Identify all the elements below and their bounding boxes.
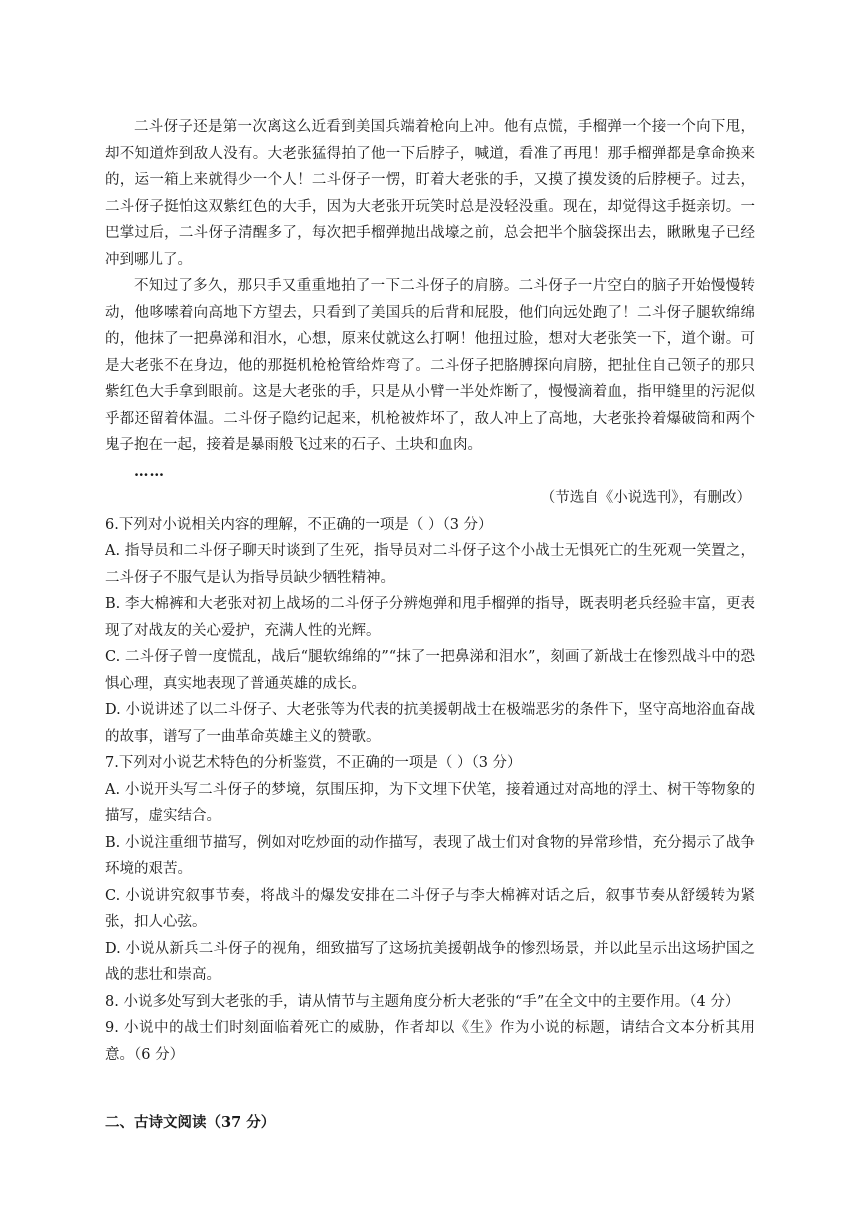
document-body: [105, 114, 755, 1068]
question-9: 9. 小说中的战士们时刻面临着死亡的威胁，作者却以《生》作为小说的标题，请结合文本分析其用意。（6 分）: [105, 1020, 755, 1063]
question-7-option-b: B. 小说注重细节描写，例如对吃炒面的动作描写，表现了战士们对食物的异常珍惜，充分揭示了战争环境的艰苦。: [105, 834, 755, 877]
question-6-option-d: D. 小说讲述了以二斗伢子、大老张等为代表的抗美援朝战士在极端恶劣的条件下，坚守高地浴血奋战的故事，谱写了一曲革命英雄主义的赞歌。: [105, 702, 755, 745]
section-heading: 二、古诗文阅读（37 分）: [105, 1114, 276, 1131]
passage-paragraph-2: 不知过了多久，那只手又重重地拍了一下二斗伢子的肩膀。二斗伢子一片空白的脑子开始慢慢转动，他哆嗦着向高地下方望去，只看到了美国兵的后背和屁股，他们向远处跑了！二斗伢子腿软绵绵的，他抹了一把鼻涕和泪水，心想，原来仗就这么打啊！他扭过脸，想对大老张笑一下，道个谢。可是大老张不在身边，他的那挺机枪枪管给炸弯了。二斗伢子把胳膊探向肩膀，把扯住自己领子的那只紫红色大手拿到眼前。这是大老张的手，只是从小臂一半处炸断了，慢慢滴着血，指甲缝里的污泥似乎都还留着体温。二斗伢子隐约记起来，机枪被炸坏了，敌人冲上了高地，大老张拎着爆破筒和两个鬼子抱在一起，接着是暴雨般飞过来的石子、土块和血肉。: [105, 278, 755, 453]
question-6-option-b: B. 李大棉裤和大老张对初上战场的二斗伢子分辨炮弹和甩手榴弹的指导，既表明老兵经验丰富，更表现了对战友的关心爱护，充满人性的光辉。: [105, 596, 755, 639]
question-8: 8. 小说多处写到大老张的手，请从情节与主题角度分析大老张的“手”在全文中的主要作用。（4 分）: [105, 993, 740, 1010]
question-7-option-a: A. 小说开头写二斗伢子的梦境，氛围压抑，为下文埋下伏笔，接着通过对高地的浮土、树干等物象的描写，虚实结合。: [105, 781, 755, 824]
question-6-option-c: C. 二斗伢子曾一度慌乱，战后“腿软绵绵的”“抹了一把鼻涕和泪水”，刻画了新战士在惨烈战斗中的恐惧心理，真实地表现了普通英雄的成长。: [105, 649, 755, 692]
question-7-option-d: D. 小说从新兵二斗伢子的视角，细致描写了这场抗美援朝战争的惨烈场景，并以此呈示出这场护国之战的悲壮和崇高。: [105, 940, 755, 983]
passage-paragraph-1: 二斗伢子还是第一次离这么近看到美国兵端着枪向上冲。他有点慌，手榴弹一个接一个向下甩，却不知道炸到敌人没有。大老张猛得拍了他一下后脖子，喊道，看准了再甩！那手榴弹都是拿命换来的，运一箱上来就得少一个人！二斗伢子一愣，盯着大老张的手，又摸了摸发烫的后脖梗子。过去，二斗伢子挺怕这双紫红色的大手，因为大老张开玩笑时总是没轻没重。现在，却觉得这手挺亲切。一巴掌过后，二斗伢子清醒多了，每次把手榴弹抛出战壕之前，总会把半个脑袋探出去，瞅瞅鬼子已经冲到哪儿了。: [105, 119, 755, 268]
question-7-option-c: C. 小说讲究叙事节奏，将战斗的爆发安排在二斗伢子与李大棉裤对话之后，叙事节奏从舒缓转为紧张，扣人心弦。: [105, 887, 755, 930]
passage-ellipsis: ……: [134, 462, 165, 480]
passage-source: （节选自《小说选刊》，有删改）: [540, 490, 751, 506]
question-6-stem: 6.下列对小说相关内容的理解，不正确的一项是（ ）（3 分）: [105, 516, 493, 533]
question-6-option-a: A. 指导员和二斗伢子聊天时谈到了生死，指导员对二斗伢子这个小战士无惧死亡的生死观一笑置之，二斗伢子不服气是认为指导员缺少牺牲精神。: [105, 543, 755, 586]
question-7-stem: 7.下列对小说艺术特色的分析鉴赏，不正确的一项是（ ）（3 分）: [105, 755, 522, 771]
